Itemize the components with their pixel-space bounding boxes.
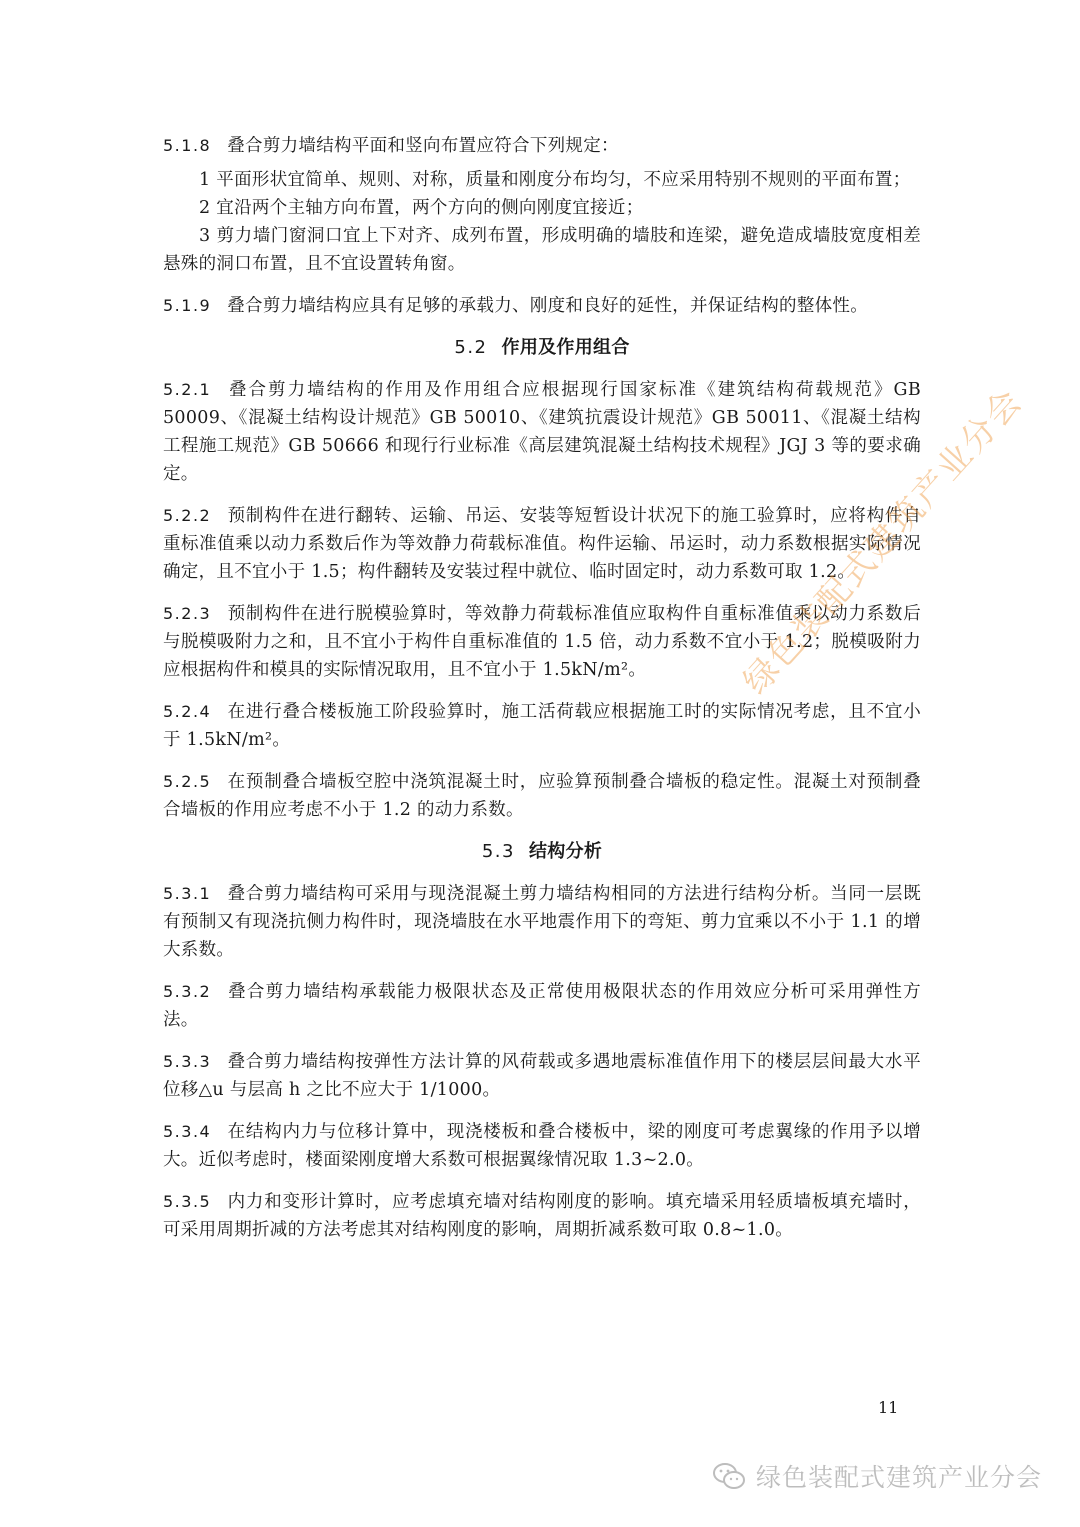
list-item: 3 剪力墙门窗洞口宜上下对齐、成列布置，形成明确的墙肢和连梁，避免造成墙肢宽度相差悬殊的洞口布置，且不宜设置转角窗。 bbox=[163, 226, 921, 274]
clause-number: 5.3.2 bbox=[163, 982, 212, 1001]
clause-number: 5.2.3 bbox=[163, 604, 212, 623]
clause-text: 预制构件在进行翻转、运输、吊运、安装等短暂设计状况下的施工验算时，应将构件自重标准值乘以动力系数后作为等效静力荷载标准值。构件运输、吊运时，动力系数根据实际情况确定，且不宜小于 1.5；构件翻转及安装过程中就位、临时固定时，动力系数可取 1.2。 bbox=[163, 506, 921, 582]
section-number: 5.3 bbox=[481, 841, 515, 862]
clause-number: 5.3.1 bbox=[163, 884, 212, 903]
clause-5-3-3 bbox=[163, 1048, 921, 1104]
watermark: 绿色装配式建筑产业分会 bbox=[735, 381, 1031, 703]
section-heading: 作用及作用组合 bbox=[501, 337, 630, 358]
clause-number: 5.3.5 bbox=[163, 1192, 212, 1211]
clause-number: 5.1.8 bbox=[163, 136, 212, 155]
clause-5-3-4 bbox=[163, 1118, 921, 1174]
clause-5-1-8 bbox=[163, 132, 921, 160]
footer-brand bbox=[712, 1458, 1042, 1494]
clause-5-1-8-items bbox=[163, 166, 921, 278]
clause-text: 在结构内力与位移计算中，现浇楼板和叠合楼板中，梁的刚度可考虑翼缘的作用予以增大。近似考虑时，楼面梁刚度增大系数可根据翼缘情况取 1.3~2.0。 bbox=[163, 1122, 921, 1170]
page-number: 11 bbox=[878, 1398, 899, 1417]
clause-5-2-5 bbox=[163, 768, 921, 824]
list-item: 1 平面形状宜简单、规则、对称，质量和刚度分布均匀，不应采用特别不规则的平面布置； bbox=[199, 170, 911, 190]
section-number: 5.2 bbox=[454, 337, 488, 358]
clause-number: 5.3.4 bbox=[163, 1122, 212, 1141]
clause-text: 叠合剪力墙结构平面和竖向布置应符合下列规定： bbox=[227, 136, 619, 156]
clause-text: 在预制叠合墙板空腔中浇筑混凝土时，应验算预制叠合墙板的稳定性。混凝土对预制叠合墙板的作用应考虑不小于 1.2 的动力系数。 bbox=[163, 772, 921, 820]
clause-number: 5.3.3 bbox=[163, 1052, 212, 1071]
clause-text: 内力和变形计算时，应考虑填充墙对结构刚度的影响。填充墙采用轻质墙板填充墙时，可采用周期折减的方法考虑其对结构刚度的影响，周期折减系数可取 0.8~1.0。 bbox=[163, 1192, 921, 1240]
clause-5-1-9 bbox=[163, 292, 921, 320]
clause-5-2-2 bbox=[163, 502, 921, 586]
clause-5-2-4 bbox=[163, 698, 921, 754]
clause-number: 5.2.1 bbox=[163, 380, 212, 399]
clause-number: 5.1.9 bbox=[163, 296, 212, 315]
section-title-5-3 bbox=[163, 838, 921, 866]
clause-number: 5.2.2 bbox=[163, 506, 212, 525]
clause-text: 叠合剪力墙结构的作用及作用组合应根据现行国家标准《建筑结构荷载规范》GB 50009、《混凝土结构设计规范》GB 50010、《建筑抗震设计规范》GB 50011、《混凝土结构工程施工规范》GB 50666 和现行行业标准《高层建筑混凝土结构技术规程》JGJ 3 等的要求确定。 bbox=[163, 380, 921, 484]
section-heading: 结构分析 bbox=[528, 841, 603, 862]
clause-5-2-1 bbox=[163, 376, 921, 488]
section-title-5-2 bbox=[163, 334, 921, 362]
clause-text: 预制构件在进行脱模验算时，等效静力荷载标准值应取构件自重标准值乘以动力系数后与脱模吸附力之和，且不宜小于构件自重标准值的 1.5 倍，动力系数不宜小于 1.2；脱模吸附力应根据构件和模具的实际情况取用，且不宜小于 1.5kN/m²。 bbox=[163, 604, 921, 680]
clause-number: 5.2.4 bbox=[163, 702, 212, 721]
clause-text: 叠合剪力墙结构按弹性方法计算的风荷载或多遇地震标准值作用下的楼层层间最大水平位移△u 与层高 h 之比不应大于 1/1000。 bbox=[163, 1052, 921, 1100]
footer-brand-text: 绿色装配式建筑产业分会 bbox=[756, 1463, 1043, 1492]
clause-number: 5.2.5 bbox=[163, 772, 212, 791]
clause-text: 在进行叠合楼板施工阶段验算时，施工活荷载应根据施工时的实际情况考虑，且不宜小于 1.5kN/m²。 bbox=[163, 702, 921, 750]
clause-5-3-1 bbox=[163, 880, 921, 964]
document-body bbox=[163, 132, 921, 1258]
clause-5-3-2 bbox=[163, 978, 921, 1034]
clause-text: 叠合剪力墙结构应具有足够的承载力、刚度和良好的延性，并保证结构的整体性。 bbox=[227, 296, 869, 316]
clause-text: 叠合剪力墙结构承载能力极限状态及正常使用极限状态的作用效应分析可采用弹性方法。 bbox=[163, 982, 921, 1030]
clause-5-3-5 bbox=[163, 1188, 921, 1244]
list-item: 2 宜沿两个主轴方向布置，两个方向的侧向刚度宜接近； bbox=[199, 198, 644, 218]
clause-text: 叠合剪力墙结构可采用与现浇混凝土剪力墙结构相同的方法进行结构分析。当同一层既有预制又有现浇抗侧力构件时，现浇墙肢在水平地震作用下的弯矩、剪力宜乘以不小于 1.1 的增大系数。 bbox=[163, 884, 921, 960]
wechat-icon bbox=[712, 1461, 746, 1491]
